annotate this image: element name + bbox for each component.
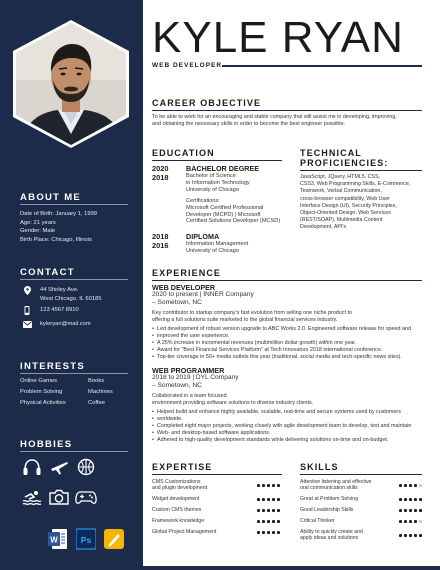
technical-line: Development, API's <box>300 224 347 231</box>
gamepad-icon <box>99 456 126 478</box>
airplane-icon <box>45 456 72 478</box>
job-title-2: WEB PROGRAMMER <box>152 366 225 375</box>
technical-line: Teamwork, Verbal Communication, <box>300 188 382 195</box>
expertise-rating <box>257 498 280 501</box>
skills-label <box>300 518 335 524</box>
word-icon-label: W <box>50 535 58 545</box>
job-bullets-2 <box>152 409 434 444</box>
rating-dot <box>277 509 280 512</box>
skills-row <box>300 496 422 502</box>
rating-dot <box>272 498 275 501</box>
job-desc-line: Collaborated in a team focused <box>152 393 227 399</box>
edu-detail: Bachelor of Science <box>186 173 236 179</box>
expertise-label <box>152 479 207 492</box>
rating-dot <box>277 520 280 523</box>
expertise-row <box>152 496 280 502</box>
rating-dot <box>272 509 275 512</box>
edu-detail: in Information Technology <box>186 179 250 186</box>
job-desc-line: environment providing software solutions to diverse industry clients. <box>152 400 314 407</box>
expertise-label-line: Custom CMS themes <box>152 507 202 513</box>
rating-dot <box>399 498 402 501</box>
rating-dot <box>409 534 412 537</box>
photoshop-icon-label: Ps <box>80 535 92 545</box>
rating-dot <box>419 509 422 512</box>
interest-item: Physical Activities <box>20 400 66 406</box>
interest-item: Books <box>88 378 105 384</box>
job-bullet: • Led development of robust version upgrade to ABC Works 2.0. Engineered software release for speed and <box>152 326 434 333</box>
about-divider <box>20 204 128 205</box>
expertise-heading: EXPERTISE <box>152 462 213 472</box>
expertise-label <box>152 507 201 513</box>
rating-dot <box>414 509 417 512</box>
phone-number: 123 4567 8910 <box>40 307 79 313</box>
sidebar <box>0 0 143 570</box>
skills-label-line: Critical Thinker <box>300 518 335 524</box>
rating-dot <box>267 520 270 523</box>
job-bullet: • Top-tier coverage in 50+ media outlets this year (traditional, social media and tech-specific news sites). <box>152 354 434 361</box>
expertise-row <box>152 529 280 535</box>
profile-photo <box>12 20 130 148</box>
basketball-icon <box>72 456 99 478</box>
technical-line: cross-browser compatibility, Web User <box>300 195 390 202</box>
edu-degree-1: BACHELOR DEGREE <box>186 164 260 173</box>
rating-dot <box>267 498 270 501</box>
job-meta-line: – Sometown, NC <box>152 382 202 390</box>
job-bullet: • Web- and desktop-based software applications. <box>152 430 434 437</box>
headphones-icon <box>18 456 45 478</box>
technical-heading-line: PROFICIENCIES: <box>300 158 389 168</box>
expertise-label <box>152 496 199 502</box>
skills-row <box>300 529 422 542</box>
career-line: To be able to work for an encouraging and stable company that will assist me in developing, improving, <box>152 114 397 120</box>
edu-year: 2016 <box>152 241 169 250</box>
skills-row <box>300 518 422 524</box>
technical-heading <box>300 148 388 168</box>
technical-line: Interface Design (UI), Security Principles, <box>300 202 397 209</box>
rating-dot <box>419 520 422 523</box>
job-desc-line: offering a full solutions suite marketed to the global financial services industry. <box>152 317 338 324</box>
expertise-label-line: Widget development <box>152 496 200 502</box>
rating-dot <box>277 531 280 534</box>
edu-years-1 <box>152 164 168 182</box>
rating-dot <box>419 498 422 501</box>
skills-label-line: Attentive listening and effective <box>300 479 372 485</box>
swimming-icon <box>18 486 45 508</box>
expertise-row <box>152 479 280 492</box>
skills-label-line: Ability to quickly create and <box>300 529 363 535</box>
edu-detail: Information Management <box>186 241 249 247</box>
edu-certifications <box>186 198 280 225</box>
email-address[interactable]: kyleryan@mail.com <box>40 321 91 327</box>
technical-divider <box>300 170 422 171</box>
expertise-label <box>152 529 216 535</box>
word-icon <box>48 528 68 555</box>
skills-rating <box>399 509 422 512</box>
skills-label-line: oral communication skills <box>300 485 358 492</box>
skills-rating <box>399 498 422 501</box>
job-meta-2 <box>152 374 239 390</box>
rating-dot <box>257 484 260 487</box>
expertise-divider <box>152 474 282 475</box>
expertise-row <box>152 518 280 524</box>
phone-icon <box>20 306 34 315</box>
hobbies-heading: HOBBIES <box>20 439 73 450</box>
gamepad-icon-2 <box>72 486 99 508</box>
job-desc-2 <box>152 393 432 408</box>
rating-dot <box>277 484 280 487</box>
rating-dot <box>262 484 265 487</box>
edu-detail: University of Chicago <box>186 186 239 193</box>
rating-dot <box>257 509 260 512</box>
rating-dot <box>262 498 265 501</box>
rating-dot <box>262 520 265 523</box>
rating-dot <box>409 498 412 501</box>
rating-dot <box>404 534 407 537</box>
experience-divider <box>152 280 422 281</box>
technical-line: (REST/SOAP), Multimedia Content <box>300 217 383 224</box>
technical-line: Object-Oriented Design, Web Services <box>300 210 391 217</box>
rating-dot <box>262 509 265 512</box>
rating-dot <box>267 531 270 534</box>
career-heading: CAREER OBJECTIVE <box>152 98 262 108</box>
skills-rating <box>399 520 422 523</box>
job-meta-line: 2020 to present | INNER Company <box>152 291 254 298</box>
job-meta-line: – Sometown, NC <box>152 299 202 307</box>
rating-dot <box>399 534 402 537</box>
job-role: WEB DEVELOPER <box>152 62 223 69</box>
expertise-row <box>152 507 280 513</box>
expertise-rating <box>257 520 280 523</box>
hobbies-divider <box>20 451 128 452</box>
candidate-name: KYLE RYAN <box>152 13 404 62</box>
footer-bar <box>143 566 440 570</box>
rating-dot <box>414 484 417 487</box>
rating-dot <box>414 498 417 501</box>
skills-label <box>300 507 353 513</box>
job-bullets-1 <box>152 326 434 361</box>
contact-phone <box>20 306 79 315</box>
rating-dot <box>404 509 407 512</box>
expertise-label-line: Framework knowledge <box>152 518 205 524</box>
job-bullet: • improved the user experience. <box>152 333 434 340</box>
contact-heading: CONTACT <box>20 267 75 278</box>
job-bullet: • A 25% increase in incremental revenues (multimillion dollar growth) within one year. <box>152 340 434 347</box>
profile-photo-image <box>12 20 130 148</box>
technical-line: JavaScript, JQuery, HTML5, CSS, <box>300 174 380 180</box>
rating-dot <box>409 484 412 487</box>
job-bullet: • Adhered to high-quality development standards while delivering solutions on-time and on-budget. <box>152 437 434 444</box>
about-line: Birth Place: Chicago, Illinois <box>20 236 92 243</box>
interest-item: Online Games <box>20 378 58 384</box>
rating-dot <box>257 520 260 523</box>
interest-item: Coffee <box>88 400 105 406</box>
technical-text <box>300 174 432 232</box>
career-divider <box>152 110 422 111</box>
rating-dot <box>257 531 260 534</box>
skills-label-line: Great at Problem Solving <box>300 496 358 502</box>
rating-dot <box>404 520 407 523</box>
edu-details-2 <box>186 241 248 255</box>
interests-list <box>20 378 130 406</box>
edu-cert-line: Certified Solutions Developer (MCSD) <box>186 218 281 225</box>
education-divider <box>152 160 282 161</box>
rating-dot <box>419 534 422 537</box>
rating-dot <box>399 509 402 512</box>
rating-dot <box>272 484 275 487</box>
rating-dot <box>419 484 422 487</box>
rating-dot <box>399 520 402 523</box>
skills-heading: SKILLS <box>300 462 339 472</box>
sketch-icon <box>104 528 124 555</box>
rating-dot <box>272 531 275 534</box>
edu-detail: University of Chicago <box>186 247 239 254</box>
skills-rating <box>399 484 422 487</box>
skills-label-line: apply ideas and solutions <box>300 535 359 542</box>
rating-dot <box>277 498 280 501</box>
expertise-rating <box>257 509 280 512</box>
about-heading: ABOUT ME <box>20 192 82 203</box>
address-line-1: 44 Shirley Ave. <box>40 287 79 293</box>
experience-heading: EXPERIENCE <box>152 268 222 278</box>
job-bullet: • Completed eight major projects, working closely with agile development team to develop, test and maintain <box>152 423 434 430</box>
job-meta-line: 2018 to 2019 | DYL Company <box>152 374 239 381</box>
role-divider <box>222 65 422 67</box>
expertise-rating <box>257 484 280 487</box>
job-desc-line: Key contributor to startup company's fast evolution from selling one niche product to <box>152 310 352 316</box>
rating-dot <box>272 520 275 523</box>
interests-divider <box>20 373 128 374</box>
interest-item: Problem Solving <box>20 389 63 395</box>
edu-cert-line: Certifications: <box>186 198 220 204</box>
hobby-icons <box>18 456 128 508</box>
job-bullet: • Helped build and enhance highly available, scalable, real-time and secure systems used by customers <box>152 409 434 416</box>
envelope-icon <box>20 320 34 329</box>
edu-cert-line: Developer (MCPD) | Microsoft <box>186 211 261 218</box>
about-line: Age: 21 years <box>20 219 56 226</box>
expertise-label-line: and plugin development <box>152 485 208 492</box>
address-line-2: West Chicago, IL 60185 <box>40 295 102 302</box>
career-text <box>152 114 432 129</box>
job-title-1: WEB DEVELOPER <box>152 283 216 292</box>
job-bullet: • Award for "Best Financial Services Platform" at Tech Innovators 2018 international conference. <box>152 347 434 354</box>
skills-row <box>300 507 422 513</box>
job-desc-1 <box>152 310 432 325</box>
technical-heading-line: TECHNICAL <box>300 148 362 158</box>
rating-dot <box>414 520 417 523</box>
edu-year: 2020 <box>152 164 169 173</box>
rating-dot <box>267 484 270 487</box>
job-meta-1 <box>152 291 254 307</box>
rating-dot <box>409 520 412 523</box>
rating-dot <box>262 531 265 534</box>
photoshop-icon <box>76 528 96 555</box>
rating-dot <box>399 484 402 487</box>
education-heading: EDUCATION <box>152 148 215 158</box>
interest-item: Machines <box>88 389 113 395</box>
skills-divider <box>300 474 422 475</box>
skills-label <box>300 529 363 542</box>
edu-cert-line: Microsoft Certified Professional <box>186 204 264 211</box>
edu-degree-2: DIPLOMA <box>186 232 220 241</box>
rating-dot <box>414 534 417 537</box>
rating-dot <box>267 509 270 512</box>
contact-address <box>20 286 102 303</box>
rating-dot <box>409 509 412 512</box>
expertise-label-line: CMS Customizations <box>152 479 201 485</box>
skills-row <box>300 479 422 492</box>
edu-years-2 <box>152 232 168 250</box>
contact-email <box>20 320 91 329</box>
rating-dot <box>404 498 407 501</box>
skills-label <box>300 479 371 492</box>
camera-icon <box>45 486 72 508</box>
software-icons <box>48 528 124 555</box>
edu-year: 2018 <box>152 232 169 241</box>
about-details <box>20 210 97 244</box>
about-line: Gender: Male <box>20 228 56 235</box>
edu-details-1 <box>186 173 250 193</box>
expertise-label-line: Global Project Management <box>152 529 217 535</box>
technical-line: CSS3, Web Programming Skills, E-Commerce, <box>300 181 411 188</box>
career-line: and obtaining the necessary skills in order to become the best engineer possible. <box>152 121 345 128</box>
about-line: Date of Birth: January 1, 1999 <box>20 211 98 217</box>
location-pin-icon <box>20 286 34 295</box>
interests-heading: INTERESTS <box>20 361 86 372</box>
skills-label <box>300 496 358 502</box>
skills-rating <box>399 534 422 537</box>
expertise-rating <box>257 531 280 534</box>
edu-year: 2018 <box>152 173 169 182</box>
rating-dot <box>404 484 407 487</box>
rating-dot <box>257 498 260 501</box>
contact-divider <box>20 279 128 280</box>
skills-label-line: Good Leadership Skills <box>300 507 354 513</box>
job-bullet: • worldwide. <box>152 416 434 423</box>
expertise-label <box>152 518 204 524</box>
